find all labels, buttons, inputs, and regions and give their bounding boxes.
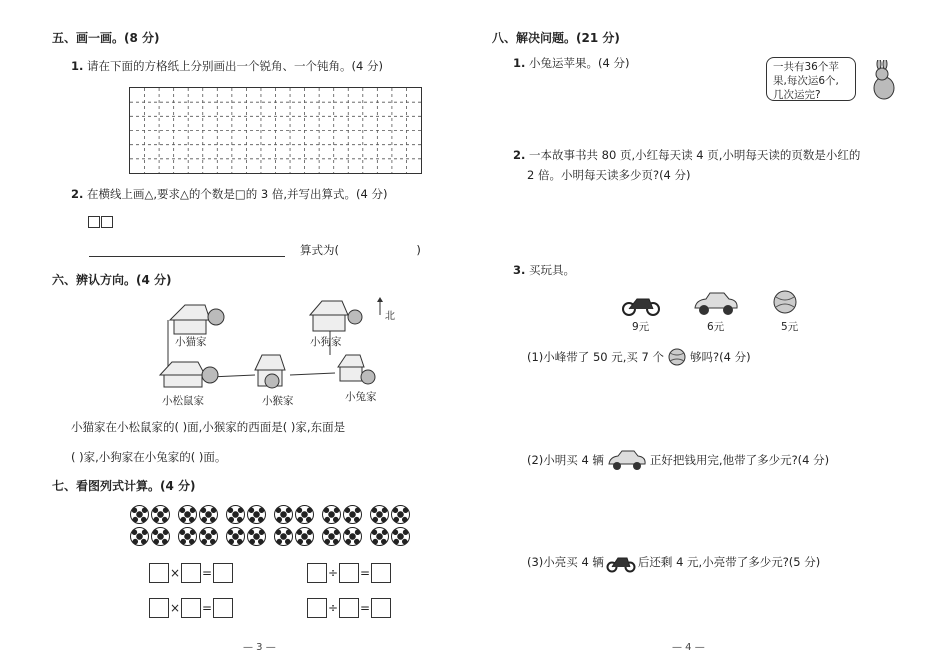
rabbit-icon bbox=[868, 60, 902, 102]
question-8-1 bbox=[513, 55, 629, 71]
sub-question-text: (2)小明买 4 辆 bbox=[527, 453, 604, 467]
section-8-title: 八、解决问题。(21 分) bbox=[492, 31, 620, 45]
soccer-ball-icon bbox=[151, 505, 170, 524]
question-number: 1. bbox=[71, 59, 84, 73]
question-text: 一本故事书共 80 页,小红每天读 4 页,小明每天读的页数是小红的 bbox=[529, 148, 861, 162]
equation-row-2-left bbox=[149, 598, 233, 618]
question-text: 小兔运苹果。(4 分) bbox=[529, 56, 630, 70]
equals-sign: = bbox=[201, 601, 213, 615]
soccer-ball-icon bbox=[391, 505, 410, 524]
page-number-right: — 4 — bbox=[672, 642, 705, 653]
times-sign: × bbox=[169, 601, 181, 615]
dotted-grid-paper[interactable] bbox=[129, 87, 422, 174]
answer-box[interactable] bbox=[371, 598, 391, 618]
soccer-ball-icon bbox=[199, 527, 218, 546]
ball-pair bbox=[130, 527, 170, 549]
answer-line[interactable] bbox=[89, 256, 285, 257]
soccer-ball-icon bbox=[274, 527, 293, 546]
soccer-ball-icon bbox=[130, 505, 149, 524]
equation-row-1-right bbox=[307, 563, 391, 583]
equation-row-1-left bbox=[149, 563, 233, 583]
soccer-ball-icon bbox=[322, 505, 341, 524]
squirrel-icon bbox=[202, 367, 218, 383]
soccer-ball-icon bbox=[247, 527, 266, 546]
answer-box[interactable] bbox=[339, 563, 359, 583]
direction-question-line2: ( )家,小狗家在小兔家的( )面。 bbox=[71, 450, 227, 464]
price-ball: 5元 bbox=[781, 321, 799, 333]
question-text: 在横线上画△,要求△的个数是□的 3 倍,并写出算式。(4 分) bbox=[87, 187, 388, 201]
ball-pair bbox=[178, 505, 218, 527]
ball-icon bbox=[666, 347, 688, 367]
price-car: 6元 bbox=[707, 321, 725, 333]
page-number-left: — 3 — bbox=[243, 642, 276, 653]
soccer-ball-icon bbox=[343, 527, 362, 546]
question-number: 2. bbox=[71, 187, 84, 201]
answer-box[interactable] bbox=[213, 598, 233, 618]
sub-question-3 bbox=[527, 551, 820, 573]
soccer-ball-icon bbox=[322, 527, 341, 546]
ball-pair bbox=[226, 505, 266, 527]
sub-question-text: 后还剩 4 元,小亮带了多少元?(5 分) bbox=[637, 555, 821, 569]
rabbit-icon bbox=[361, 370, 375, 384]
answer-box[interactable] bbox=[371, 563, 391, 583]
formula-prompt bbox=[300, 242, 421, 258]
soccer-ball-icon bbox=[178, 505, 197, 524]
dog-icon bbox=[348, 310, 362, 324]
soccer-ball-icon bbox=[370, 505, 389, 524]
soccer-ball-groups bbox=[130, 505, 420, 549]
ball-pair bbox=[370, 527, 410, 549]
soccer-ball-icon bbox=[199, 505, 218, 524]
label-squirrel-house: 小松鼠家 bbox=[162, 395, 204, 407]
soccer-ball-icon bbox=[247, 505, 266, 524]
path-line bbox=[290, 373, 335, 375]
sub-question-text: 正好把钱用完,他带了多少元?(4 分) bbox=[649, 453, 830, 467]
sub-question-text: 够吗?(4 分) bbox=[690, 350, 751, 364]
answer-box[interactable] bbox=[213, 563, 233, 583]
question-text: 请在下面的方格纸上分别画出一个锐角、一个钝角。(4 分) bbox=[87, 59, 383, 73]
sub-question-1 bbox=[527, 347, 751, 367]
question-5-1 bbox=[71, 58, 383, 74]
motorcycle-icon bbox=[621, 289, 661, 317]
soccer-ball-icon bbox=[295, 505, 314, 524]
ball-icon bbox=[772, 289, 798, 315]
motorcycle-icon bbox=[606, 551, 636, 573]
soccer-ball-icon bbox=[370, 527, 389, 546]
price-motorcycle: 9元 bbox=[632, 321, 650, 333]
answer-box[interactable] bbox=[307, 563, 327, 583]
answer-box[interactable] bbox=[181, 563, 201, 583]
question-number: 3. bbox=[513, 263, 526, 277]
section-6-title: 六、辨认方向。(4 分) bbox=[52, 273, 172, 287]
times-sign: × bbox=[169, 566, 181, 580]
answer-box[interactable] bbox=[149, 598, 169, 618]
question-number: 2. bbox=[513, 148, 526, 162]
soccer-ball-icon bbox=[391, 527, 410, 546]
ball-pair bbox=[274, 505, 314, 527]
section-7-title: 七、看图列式计算。(4 分) bbox=[52, 479, 196, 493]
car-icon bbox=[607, 449, 647, 471]
question-8-2-line2: 2 倍。小明每天读多少页?(4 分) bbox=[527, 168, 691, 182]
ball-pair bbox=[130, 505, 170, 527]
answer-box[interactable] bbox=[339, 598, 359, 618]
soccer-ball-icon bbox=[151, 527, 170, 546]
soccer-ball-icon bbox=[295, 527, 314, 546]
north-label: 北 bbox=[385, 311, 395, 322]
cat-icon bbox=[208, 309, 224, 325]
sub-question-text: (1)小峰带了 50 元,买 7 个 bbox=[527, 350, 665, 364]
equals-sign: = bbox=[359, 601, 371, 615]
label-monkey-house: 小猴家 bbox=[262, 395, 294, 407]
divide-sign: ÷ bbox=[327, 566, 339, 580]
soccer-ball-icon bbox=[226, 505, 245, 524]
question-number: 1. bbox=[513, 56, 526, 70]
ball-pair bbox=[370, 505, 410, 527]
monkey-icon bbox=[265, 374, 279, 388]
equals-sign: = bbox=[359, 566, 371, 580]
ball-pair bbox=[226, 527, 266, 549]
ball-pair bbox=[274, 527, 314, 549]
square-shapes bbox=[88, 216, 114, 230]
label-cat-house: 小猫家 bbox=[175, 336, 207, 348]
sub-question-2 bbox=[527, 449, 829, 471]
section-5-title: 五、画一画。(8 分) bbox=[52, 31, 160, 45]
formula-label: 算式为( bbox=[300, 243, 339, 257]
ball-pair bbox=[178, 527, 218, 549]
answer-box[interactable] bbox=[181, 598, 201, 618]
question-text: 买玩具。 bbox=[529, 263, 576, 277]
question-8-3 bbox=[513, 262, 575, 278]
square-icon bbox=[88, 216, 100, 228]
question-8-2 bbox=[513, 147, 860, 163]
equals-sign: = bbox=[201, 566, 213, 580]
grid-lines bbox=[130, 88, 421, 173]
label-rabbit-house: 小兔家 bbox=[345, 391, 377, 403]
ball-pair bbox=[322, 505, 362, 527]
ball-pair bbox=[322, 527, 362, 549]
car-icon bbox=[692, 290, 740, 318]
direction-question-line1: 小猫家在小松鼠家的( )面,小猴家的西面是( )家,东面是 bbox=[71, 420, 346, 434]
divide-sign: ÷ bbox=[327, 601, 339, 615]
square-icon bbox=[101, 216, 113, 228]
speech-bubble: 一共有36个苹果,每次运6个,几次运完? bbox=[766, 57, 856, 101]
formula-close: ) bbox=[416, 243, 421, 257]
answer-box[interactable] bbox=[307, 598, 327, 618]
soccer-ball-icon bbox=[343, 505, 362, 524]
label-dog-house: 小狗家 bbox=[310, 336, 342, 348]
question-5-2 bbox=[71, 186, 387, 202]
equation-row-2-right bbox=[307, 598, 391, 618]
soccer-ball-icon bbox=[226, 527, 245, 546]
soccer-ball-icon bbox=[178, 527, 197, 546]
soccer-ball-icon bbox=[130, 527, 149, 546]
soccer-ball-icon bbox=[274, 505, 293, 524]
answer-box[interactable] bbox=[149, 563, 169, 583]
sub-question-text: (3)小亮买 4 辆 bbox=[527, 555, 604, 569]
